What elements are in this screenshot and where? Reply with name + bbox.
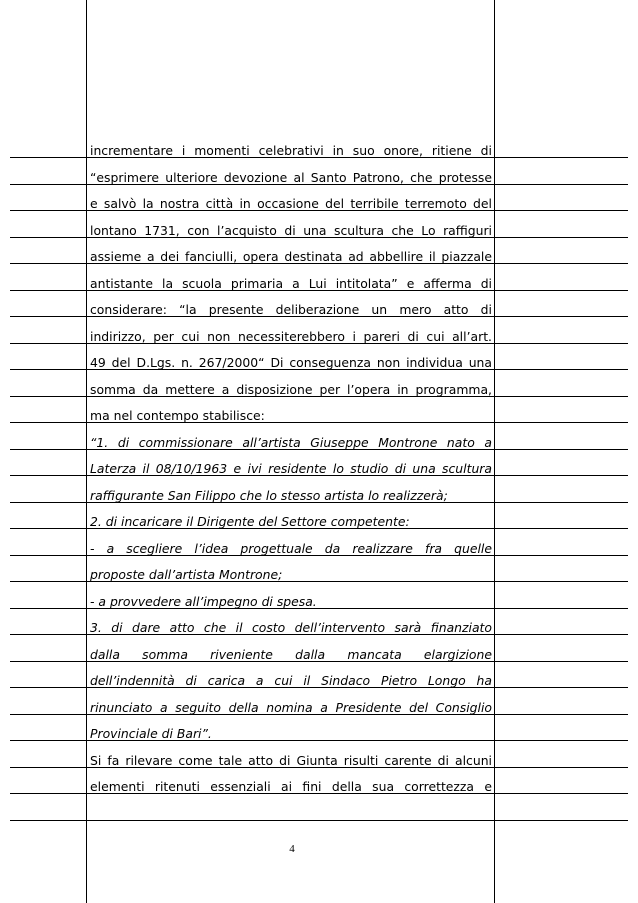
text-line: ma nel contempo stabilisce: (90, 408, 265, 423)
text-line: - a provvedere all’impegno di spesa. (90, 593, 317, 609)
text-line: e salvò la nostra città in occasione del terribile terremoto del (90, 196, 492, 211)
text-line: antistante la scuola primaria a Lui intitolata” e afferma di (90, 275, 492, 291)
text-line: indirizzo, per cui non necessiterebbero i pareri di cui all’art. (90, 328, 492, 344)
text-line: - a scegliere l’idea progettuale da realizzare fra quelle (90, 540, 492, 556)
horizontal-rule (10, 820, 628, 821)
text-line: 2. di incaricare il Dirigente del Settore competente: (90, 514, 410, 529)
text-line: “1. di commissionare all’artista Giuseppe Montrone nato a (90, 434, 492, 450)
text-line: lontano 1731, con l’acquisto di una scultura che Lo raffiguri (90, 222, 492, 238)
text-line: proposte dall’artista Montrone; (90, 567, 283, 582)
text-line: Si fa rilevare come tale atto di Giunta risulti carente di alcuni (90, 752, 492, 768)
text-line: elementi ritenuti essenziali ai fini della sua correttezza e (90, 779, 492, 794)
text-line: rinunciato a seguito della nomina a Presidente del Consiglio (90, 699, 492, 715)
text-line: somma da mettere a disposizione per l’opera in programma, (90, 381, 492, 397)
page-number: 4 (289, 843, 295, 855)
text-line: dell’indennità di carica a cui il Sindaco Pietro Longo ha (90, 673, 492, 688)
text-line: 3. di dare atto che il costo dell’intervento sarà finanziato (90, 620, 492, 635)
text-line: 49 del D.Lgs. n. 267/2000“ Di conseguenza non individua una (90, 355, 492, 370)
text-line: incrementare i momenti celebrativi in suo onore, ritiene di (90, 143, 492, 158)
text-line: considerare: “la presente deliberazione un mero atto di (90, 302, 492, 317)
text-line: Provinciale di Bari”. (90, 726, 212, 741)
text-line: raffigurante San Filippo che lo stesso artista lo realizzerà; (90, 487, 448, 503)
text-line: dalla somma riveniente dalla mancata elargizione (90, 646, 492, 662)
text-line: “esprimere ulteriore devozione al Santo Patrono, che protesse (90, 169, 492, 185)
text-line: Laterza il 08/10/1963 e ivi residente lo studio di una scultura (90, 461, 492, 476)
text-line: assieme a dei fanciulli, opera destinata ad abbellire il piazzale (90, 249, 492, 264)
